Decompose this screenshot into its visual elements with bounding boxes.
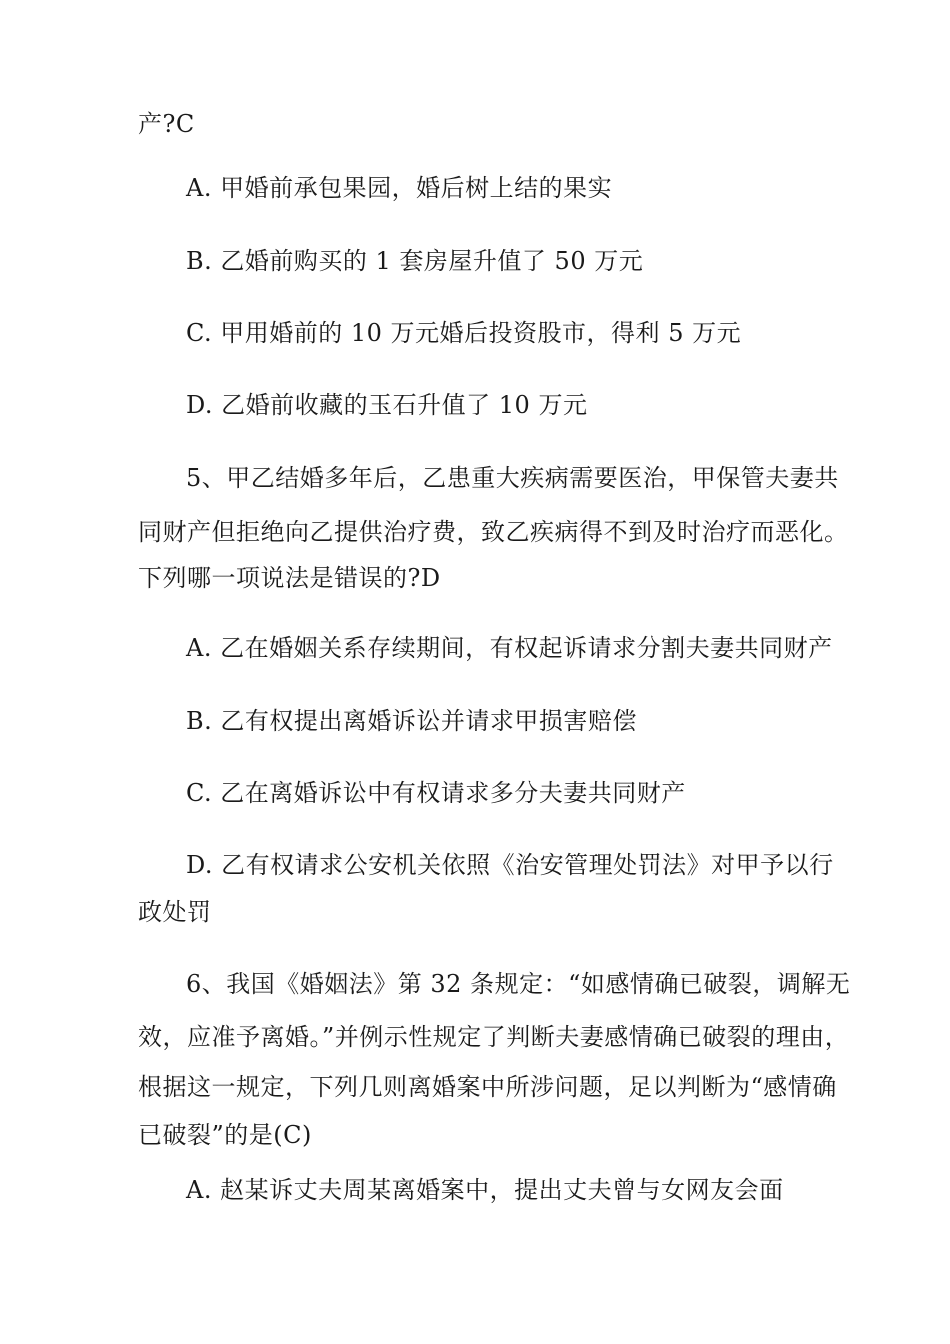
q5-line-1: 5、甲乙结婚多年后，乙患重大疾病需要医治，甲保管夫妻共	[186, 464, 839, 492]
q6-line-4: 已破裂”的是(C)	[138, 1121, 312, 1149]
q5-option-b: B. 乙有权提出离婚诉讼并请求甲损害赔偿	[186, 707, 637, 735]
q6-line-3: 根据这一规定，下列几则离婚案中所涉问题，足以判断为“感情确	[138, 1073, 837, 1101]
q4-option-c: C. 甲用婚前的 10 万元婚后投资股市，得利 5 万元	[186, 319, 742, 347]
q5-option-d-line-2: 政处罚	[138, 898, 212, 926]
q6-option-a: A. 赵某诉丈夫周某离婚案中，提出丈夫曾与女网友会面	[186, 1176, 784, 1204]
q4-option-b: B. 乙婚前购买的 1 套房屋升值了 50 万元	[186, 247, 644, 275]
q5-option-c: C. 乙在离婚诉讼中有权请求多分夫妻共同财产	[186, 779, 686, 807]
q6-line-2: 效，应准予离婚。”并例示性规定了判断夫妻感情确已破裂的理由，	[138, 1023, 850, 1051]
q4-option-a: A. 甲婚前承包果园，婚后树上结的果实	[186, 174, 613, 202]
q5-option-d-line-1: D. 乙有权请求公安机关依照《治安管理处罚法》对甲予以行	[186, 851, 834, 879]
q5-line-2: 同财产但拒绝向乙提供治疗费，致乙疾病得不到及时治疗而恶化。	[138, 518, 849, 546]
q6-line-1: 6、我国《婚姻法》第 32 条规定：“如感情确已破裂，调解无	[186, 970, 851, 998]
q4-tail-text: 产?C	[138, 110, 195, 138]
q5-line-3: 下列哪一项说法是错误的?D	[138, 564, 441, 592]
q5-option-a: A. 乙在婚姻关系存续期间，有权起诉请求分割夫妻共同财产	[186, 634, 833, 662]
q4-option-d: D. 乙婚前收藏的玉石升值了 10 万元	[186, 391, 588, 419]
